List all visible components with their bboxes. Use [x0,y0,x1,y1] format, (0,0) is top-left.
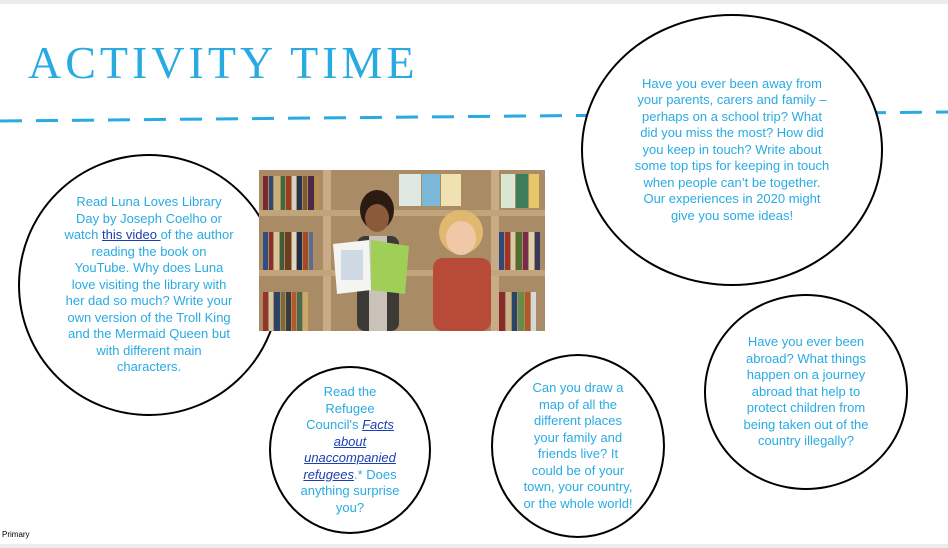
presenter-figure [409,210,509,331]
library-activity-circle [18,154,280,416]
journey-abroad-text: Have you ever been abroad? What things happen on a journey abroad that help to protect children from being taken out of the country illegally? [743,334,869,449]
library-activity-text: Read Luna Loves Library Day by Joseph Coelho or watch this video of the author reading the book on YouTube. Why does Luna love visiting the library with her dad so much? Write your own version of the Troll King and the Mermaid Queen but with different main characters. [64,194,234,375]
journey-abroad-circle [704,294,908,490]
refugee-facts-circle [269,366,431,534]
refugee-facts-text: Read the Refugee Council's Facts about unaccompanied refugees.* Does anything surprise you? [300,384,400,515]
slide-title: ACTIVITY TIME [28,37,419,88]
video-thumbnail[interactable] [259,170,545,331]
open-book-illustration [331,236,411,296]
this-video-link[interactable]: this video [102,227,161,243]
family-map-circle [491,354,665,538]
refugee-facts-link[interactable]: Facts about unaccompanied refugees [303,417,396,482]
slide [0,4,948,544]
away-from-family-circle [581,14,883,286]
away-from-family-text: Have you ever been away from your parents, carers and family – perhaps on a school trip? What did you miss the most? How did you keep in touch? Write about some top tips for keeping in touch when people can’t be together. Our experiences in 2020 might give you some ideas! [634,75,830,223]
footer-label: Primary [2,530,30,539]
family-map-text: Can you draw a map of all the different places your family and friends live? It could be of your town, your country, or the whole world! [523,380,633,511]
